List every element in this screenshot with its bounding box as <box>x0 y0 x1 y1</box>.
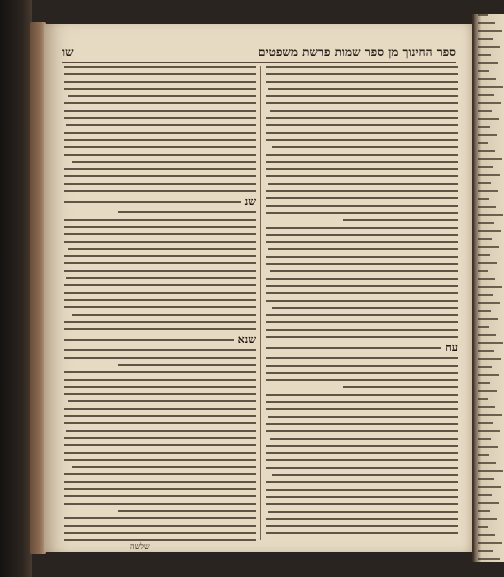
text-line <box>266 300 458 302</box>
text-line <box>64 270 256 272</box>
text-line <box>266 241 458 243</box>
facing-text-line <box>478 70 489 72</box>
text-line <box>64 190 256 192</box>
text-line <box>266 124 458 126</box>
text-line <box>266 234 458 236</box>
text-line <box>64 201 241 203</box>
text-line <box>64 299 256 301</box>
text-column-left <box>64 66 256 542</box>
facing-text-line <box>478 446 498 448</box>
text-line <box>64 132 256 134</box>
text-line <box>64 255 256 257</box>
text-line <box>64 168 256 170</box>
facing-text-line <box>478 238 492 240</box>
text-line <box>266 73 458 75</box>
text-line <box>266 445 458 447</box>
text-line <box>266 452 458 454</box>
text-line <box>270 110 458 112</box>
facing-text-line <box>478 374 499 376</box>
text-line <box>268 511 458 513</box>
text-line <box>266 503 458 505</box>
facing-text-line <box>478 30 502 32</box>
facing-text-line <box>478 422 493 424</box>
text-line <box>266 336 458 338</box>
text-line <box>64 284 256 286</box>
text-line <box>64 539 256 541</box>
facing-text-line <box>478 198 489 200</box>
facing-text-line <box>478 278 495 280</box>
text-line <box>68 248 256 250</box>
text-line <box>68 95 256 97</box>
text-line <box>64 393 256 395</box>
text-line <box>118 211 256 213</box>
facing-text-line <box>478 46 500 48</box>
section-heading <box>64 335 256 345</box>
facing-text-line <box>478 158 502 160</box>
facing-text-line <box>478 102 501 104</box>
text-line <box>266 168 458 170</box>
text-line <box>266 95 458 97</box>
header-rule <box>62 62 456 63</box>
text-line <box>266 139 458 141</box>
facing-text-line <box>478 334 496 336</box>
text-line <box>64 262 256 264</box>
facing-text-line <box>478 206 496 208</box>
text-line <box>64 488 256 490</box>
facing-text-line <box>478 430 500 432</box>
text-line <box>266 532 458 534</box>
text-line <box>64 175 256 177</box>
facing-text-line <box>478 294 493 296</box>
text-line <box>272 146 458 148</box>
text-line <box>266 329 458 331</box>
text-line <box>64 357 256 359</box>
section-heading <box>266 343 458 353</box>
facing-page-edge <box>474 14 504 562</box>
page-number: שו <box>62 44 74 59</box>
facing-text-line <box>478 342 503 344</box>
facing-text-line <box>478 22 495 24</box>
facing-text-line <box>478 214 503 216</box>
text-line <box>266 481 458 483</box>
text-line <box>266 154 458 156</box>
facing-text-line <box>478 78 496 80</box>
facing-text-line <box>478 494 492 496</box>
text-line <box>64 459 256 461</box>
text-line <box>72 161 256 163</box>
facing-text-line <box>478 166 493 168</box>
text-line <box>64 146 256 148</box>
facing-text-line <box>478 470 503 472</box>
text-line <box>66 124 256 126</box>
facing-text-line <box>478 550 493 552</box>
text-line <box>64 415 256 417</box>
text-line <box>72 466 256 468</box>
text-line <box>66 277 256 279</box>
section-number: שנ <box>244 195 256 209</box>
facing-text-line <box>478 62 498 64</box>
facing-text-line <box>478 110 492 112</box>
text-line <box>64 339 234 341</box>
text-line <box>64 102 256 104</box>
facing-text-line <box>478 126 490 128</box>
text-line <box>64 371 256 373</box>
facing-text-line <box>478 454 489 456</box>
text-line <box>64 444 256 446</box>
facing-text-line <box>478 438 491 440</box>
facing-text-line <box>478 150 495 152</box>
text-line <box>266 518 458 520</box>
facing-text-line <box>478 310 491 312</box>
text-line <box>266 161 458 163</box>
text-line <box>266 66 458 68</box>
text-line <box>64 386 256 388</box>
facing-text-line <box>478 182 491 184</box>
facing-text-line <box>478 270 488 272</box>
text-line <box>270 438 458 440</box>
facing-text-line <box>478 478 494 480</box>
facing-text-line <box>478 230 501 232</box>
text-line <box>64 306 256 308</box>
text-line <box>118 510 256 512</box>
text-line <box>64 321 256 323</box>
text-line <box>266 394 458 396</box>
facing-text-line <box>478 366 492 368</box>
text-line <box>268 183 458 185</box>
text-line <box>266 459 458 461</box>
text-line <box>266 81 458 83</box>
text-line <box>266 292 458 294</box>
facing-text-line <box>478 350 494 352</box>
facing-text-line <box>478 318 498 320</box>
facing-text-line <box>478 558 500 560</box>
text-line <box>66 430 256 432</box>
text-line <box>266 314 458 316</box>
facing-text-line <box>478 142 488 144</box>
text-line <box>64 73 256 75</box>
background-shadow <box>0 0 32 577</box>
facing-text-line <box>478 518 497 520</box>
text-line <box>64 452 256 454</box>
column-divider <box>260 66 261 540</box>
facing-text-line <box>478 502 499 504</box>
facing-text-line <box>478 14 488 16</box>
facing-text-line <box>478 134 497 136</box>
text-line <box>266 227 458 229</box>
facing-text-line <box>478 86 503 88</box>
text-line <box>266 365 458 367</box>
text-line <box>266 423 458 425</box>
text-line <box>266 401 458 403</box>
text-line <box>266 496 458 498</box>
text-line <box>266 190 458 192</box>
text-line <box>64 349 256 351</box>
facing-text-line <box>478 406 495 408</box>
text-line <box>266 357 458 359</box>
text-line <box>266 278 458 280</box>
text-line <box>266 197 458 199</box>
facing-text-line <box>478 174 500 176</box>
facing-text-line <box>478 526 488 528</box>
text-line <box>118 364 256 366</box>
text-line <box>64 117 256 119</box>
text-line <box>266 408 458 410</box>
text-line <box>272 474 458 476</box>
text-line <box>266 102 458 104</box>
text-line <box>68 400 256 402</box>
text-line <box>266 321 458 323</box>
text-line <box>64 241 256 243</box>
text-column-right <box>266 66 458 542</box>
text-line <box>64 408 256 410</box>
text-line <box>343 219 458 221</box>
text-line <box>64 481 256 483</box>
text-line <box>266 212 458 214</box>
section-number: עח <box>445 341 458 355</box>
text-line <box>64 495 256 497</box>
running-header <box>62 44 456 60</box>
text-line <box>266 372 458 374</box>
text-line <box>268 248 458 250</box>
text-line <box>266 256 458 258</box>
facing-text-line <box>478 246 499 248</box>
text-line <box>343 386 458 388</box>
text-line <box>64 183 256 185</box>
text-line <box>64 88 256 90</box>
facing-text-line <box>478 190 498 192</box>
facing-text-line <box>478 534 495 536</box>
text-line <box>266 379 458 381</box>
text-line <box>266 132 458 134</box>
text-line <box>64 517 256 519</box>
facing-text-line <box>478 382 490 384</box>
facing-text-line <box>478 486 501 488</box>
text-line <box>266 205 458 207</box>
facing-text-line <box>478 38 493 40</box>
text-line <box>266 467 458 469</box>
facing-text-line <box>478 302 500 304</box>
facing-text-line <box>478 118 499 120</box>
header-title: ספר החינוך מן ספר שמות פרשת משפטים <box>257 44 456 59</box>
facing-text-line <box>478 94 494 96</box>
text-line <box>64 379 256 381</box>
facing-text-line <box>478 262 497 264</box>
text-line <box>64 66 256 68</box>
text-line <box>64 110 256 112</box>
text-line <box>64 437 256 439</box>
catchword: שלשה <box>130 542 150 551</box>
facing-text-line <box>478 542 502 544</box>
facing-text-line <box>478 390 497 392</box>
facing-text-line <box>478 414 502 416</box>
section-number: שנא <box>237 333 256 347</box>
text-line <box>64 219 256 221</box>
text-line <box>64 233 256 235</box>
text-line <box>266 263 458 265</box>
text-line <box>64 226 256 228</box>
facing-text-line <box>478 254 490 256</box>
text-line <box>266 117 458 119</box>
text-line <box>64 328 256 330</box>
facing-text-line <box>478 462 496 464</box>
text-line <box>64 139 256 141</box>
text-line <box>64 292 256 294</box>
text-line <box>64 422 256 424</box>
facing-text-line <box>478 398 488 400</box>
text-line <box>64 81 256 83</box>
text-line <box>266 489 458 491</box>
facing-text-line <box>478 286 502 288</box>
text-line <box>266 430 458 432</box>
text-line <box>272 307 458 309</box>
text-line <box>266 175 458 177</box>
text-line <box>64 525 256 527</box>
text-line <box>64 503 256 505</box>
facing-text-line <box>478 358 501 360</box>
section-heading <box>64 197 256 207</box>
facing-text-line <box>478 222 494 224</box>
text-line <box>64 473 256 475</box>
text-line <box>270 270 458 272</box>
text-line <box>268 416 458 418</box>
text-line <box>64 532 256 534</box>
facing-text-line <box>478 510 490 512</box>
text-line <box>266 347 441 349</box>
facing-text-line <box>478 54 491 56</box>
facing-text-line <box>478 326 489 328</box>
text-line <box>266 525 458 527</box>
text-line <box>268 88 458 90</box>
text-line <box>64 154 256 156</box>
text-line <box>266 285 458 287</box>
text-line <box>72 314 256 316</box>
